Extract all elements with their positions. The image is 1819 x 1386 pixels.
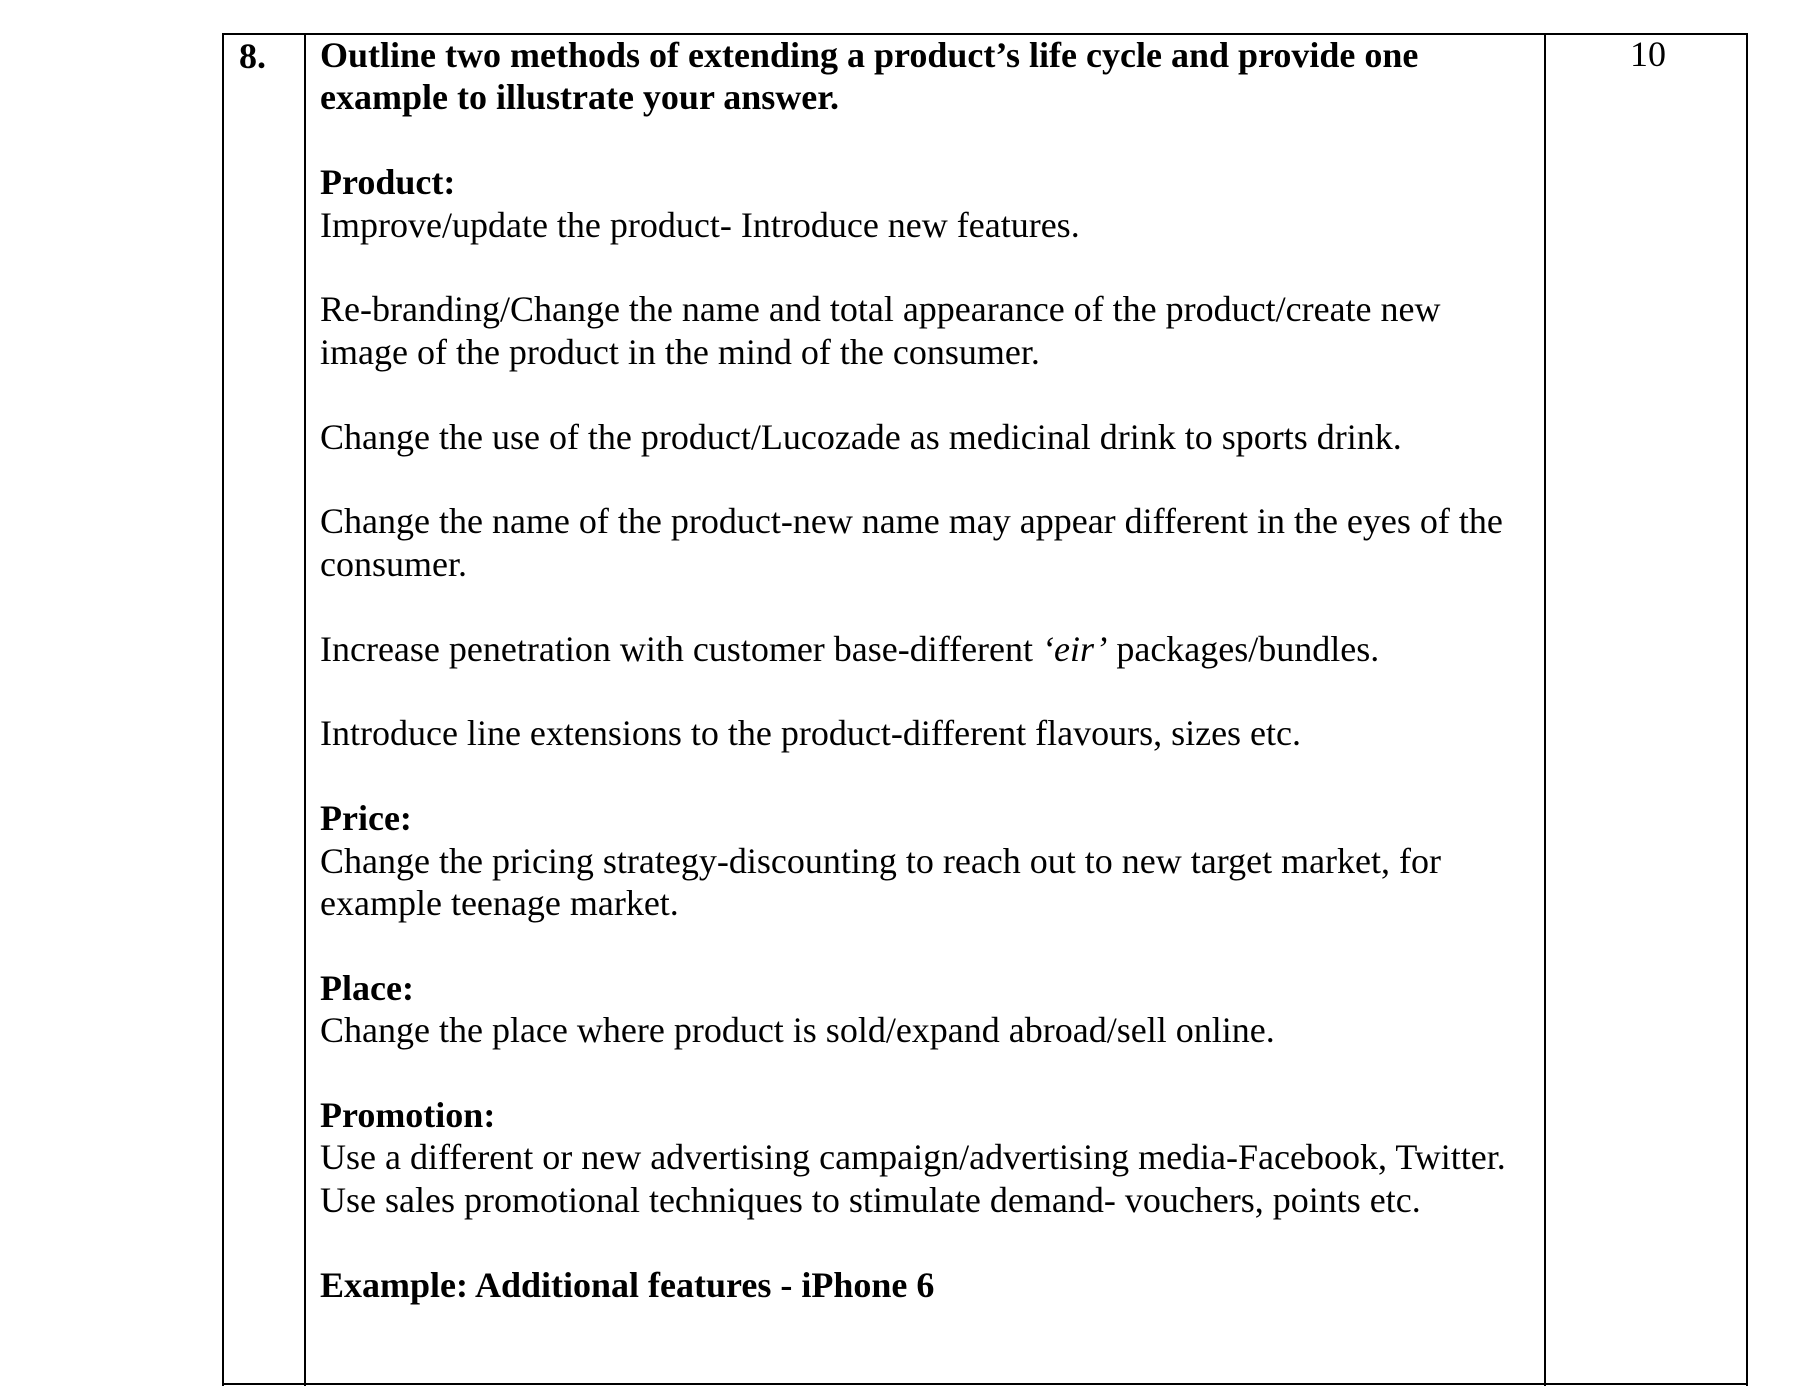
- product-heading: Product:: [320, 162, 456, 203]
- product-point-1: Improve/update the product- Introduce new features.: [320, 204, 1080, 245]
- product-point-3: Change the use of the product/Lucozade as medicinal drink to sports drink.: [320, 416, 1402, 457]
- column-divider-right: [1544, 35, 1546, 1386]
- question-title: Outline two methods of extending a product’s life cycle and provide one example to illustrate your answer.: [320, 35, 1419, 118]
- price-heading: Price:: [320, 798, 412, 839]
- product-point-5-text: Increase penetration with customer base-different: [320, 628, 1043, 669]
- product-point-6: Introduce line extensions to the product-different flavours, sizes etc.: [320, 713, 1302, 754]
- product-point-5-suffix: packages/bundles.: [1107, 628, 1380, 669]
- promotion-point: Use a different or new advertising campaign/advertising media-Facebook, Twitter. Use sales promotional techniques to stimulate demand- vouchers, points etc.: [320, 1137, 1506, 1220]
- price-point: Change the pricing strategy-discounting to reach out to new target market, for example teenage market.: [320, 840, 1441, 924]
- promotion-heading: Promotion:: [320, 1095, 496, 1136]
- eir-brand-text: ‘eir’: [1042, 628, 1108, 669]
- question-marks: 10: [1630, 34, 1666, 74]
- column-divider-left: [304, 35, 306, 1386]
- product-point-4: Change the name of the product-new name may appear different in the eyes of the consumer.: [320, 501, 1503, 584]
- answer-content: [320, 34, 1535, 1306]
- product-point-2: Re-branding/Change the name and total appearance of the product/create new image of the product in the mind of the consumer.: [320, 289, 1441, 372]
- table-bottom-border: [222, 1383, 1748, 1385]
- question-number: 8.: [239, 36, 266, 76]
- place-heading: Place:: [320, 967, 414, 1008]
- example-line: Example: Additional features - iPhone 6: [320, 1264, 935, 1305]
- place-point: Change the place where product is sold/expand abroad/sell online.: [320, 1010, 1275, 1051]
- product-point-5: [320, 628, 1535, 670]
